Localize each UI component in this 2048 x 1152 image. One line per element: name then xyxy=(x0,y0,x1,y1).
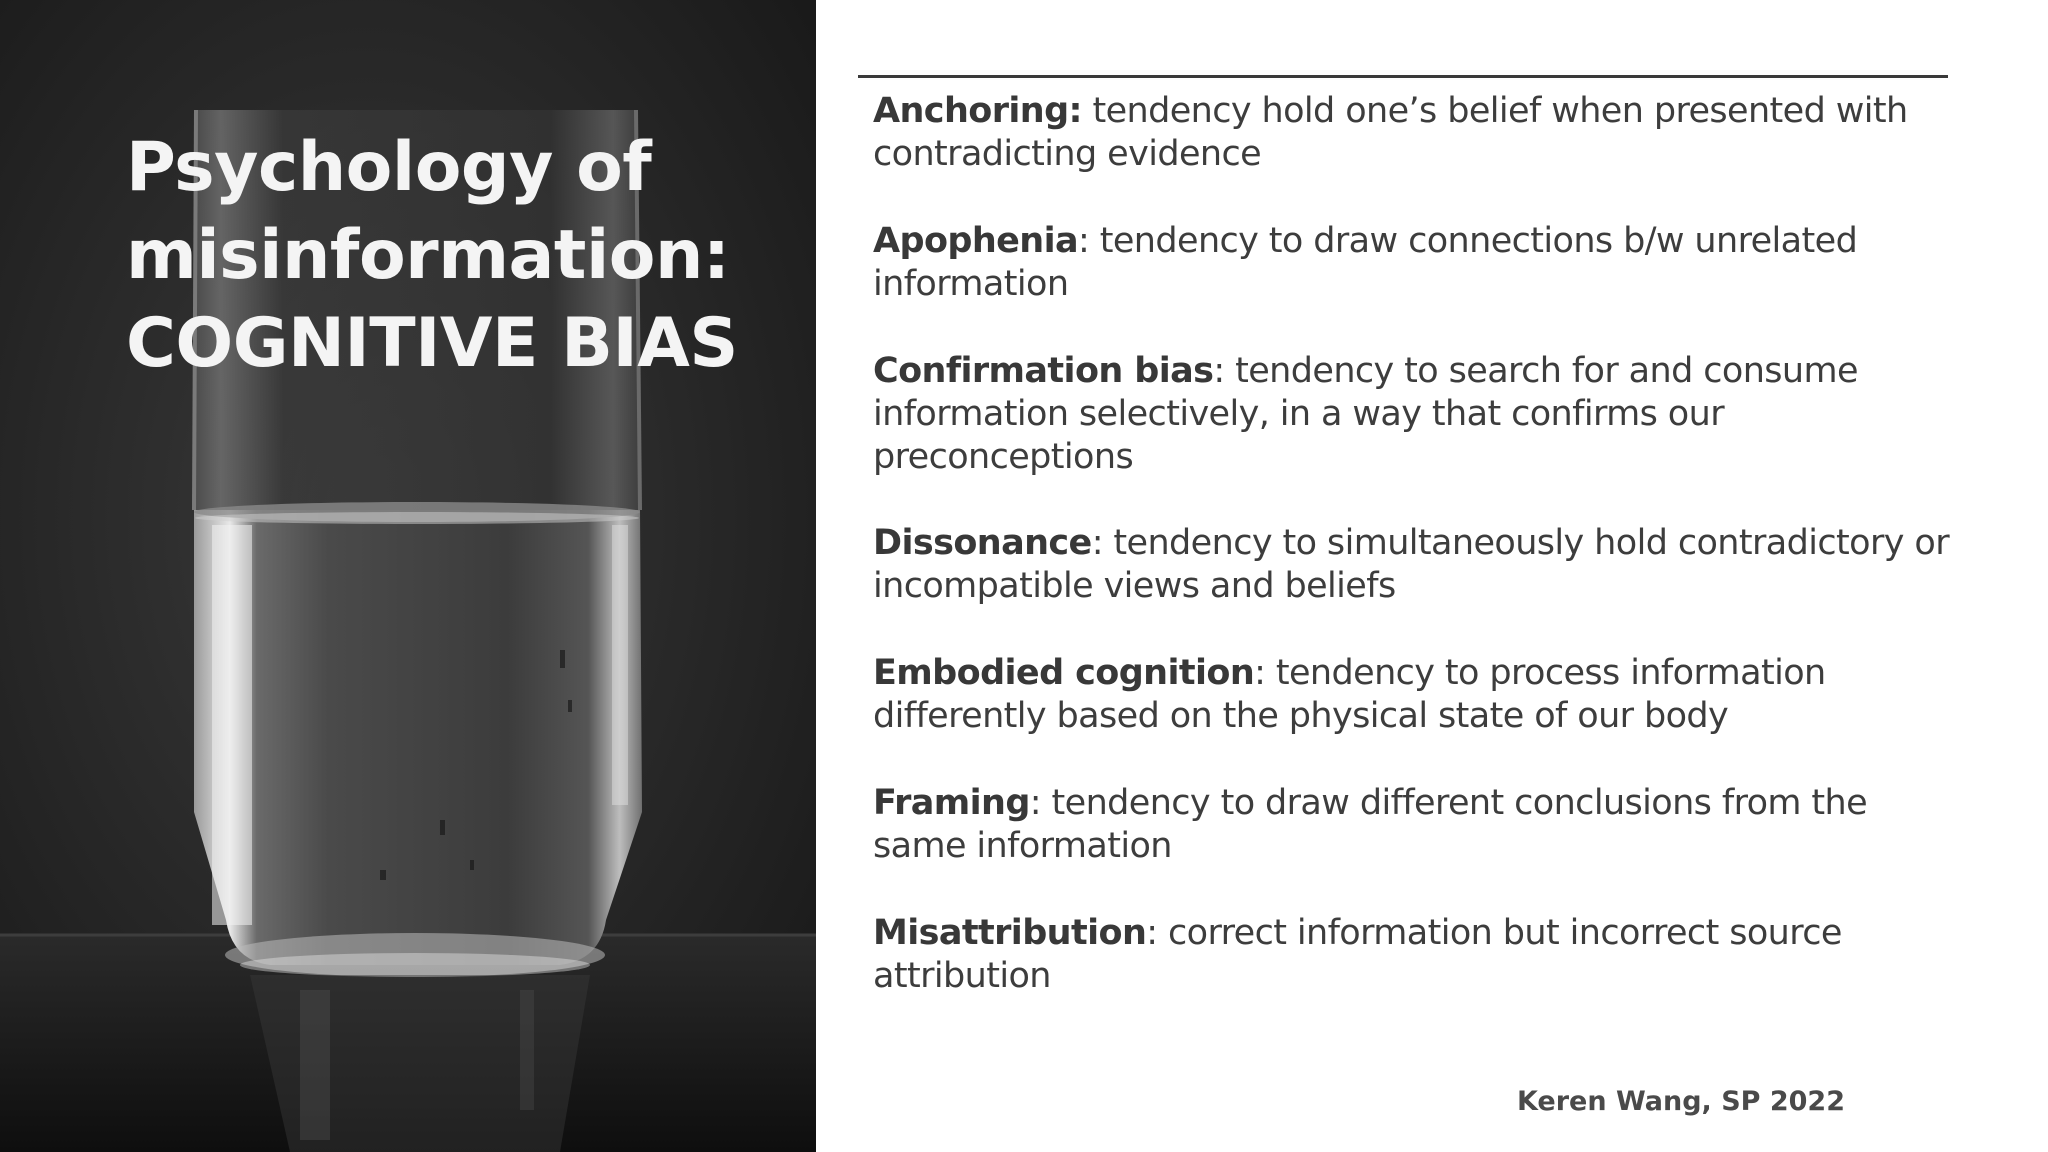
bias-definition: : tendency to draw different conclusions from the same information xyxy=(873,783,1868,866)
bias-definition: : correct information but incorrect source attribution xyxy=(873,913,1842,996)
bias-definition: : tendency to search for and consume information selectively, in a way that confirms our preconceptions xyxy=(873,351,1858,477)
bias-item-confirmation-bias xyxy=(873,350,1963,479)
photo-panel xyxy=(0,0,816,1152)
bias-item-anchoring xyxy=(873,90,1963,176)
bias-definition: : tendency to process information differently based on the physical state of our body xyxy=(873,653,1826,736)
bias-item-dissonance xyxy=(873,522,1963,608)
bias-definition: : tendency to draw connections b/w unrelated information xyxy=(873,221,1858,304)
bias-term: Framing xyxy=(873,783,1030,823)
bias-term: Apophenia xyxy=(873,221,1079,261)
author-credit: Keren Wang, SP 2022 xyxy=(1516,1086,1845,1117)
bias-term: Misattribution xyxy=(873,913,1147,953)
top-rule-divider xyxy=(858,75,1948,78)
bias-item-embodied-cognition xyxy=(873,652,1963,738)
bias-definition: tendency hold one’s belief when presented with contradicting evidence xyxy=(873,91,1908,174)
bias-item-misattribution xyxy=(873,912,1963,998)
bias-definition: : tendency to simultaneously hold contradictory or incompatible views and beliefs xyxy=(873,523,1949,606)
bias-term: Dissonance xyxy=(873,523,1092,563)
title-line: COGNITIVE BIAS xyxy=(126,304,738,383)
bias-term: Confirmation bias xyxy=(873,351,1214,391)
slide-title xyxy=(126,124,786,388)
bias-item-apophenia xyxy=(873,220,1963,306)
bias-term: Embodied cognition xyxy=(873,653,1255,693)
title-line: Psychology of xyxy=(126,128,652,207)
bias-item-framing xyxy=(873,782,1963,868)
bias-term: Anchoring: xyxy=(873,91,1082,131)
title-line: misinformation: xyxy=(126,216,730,295)
